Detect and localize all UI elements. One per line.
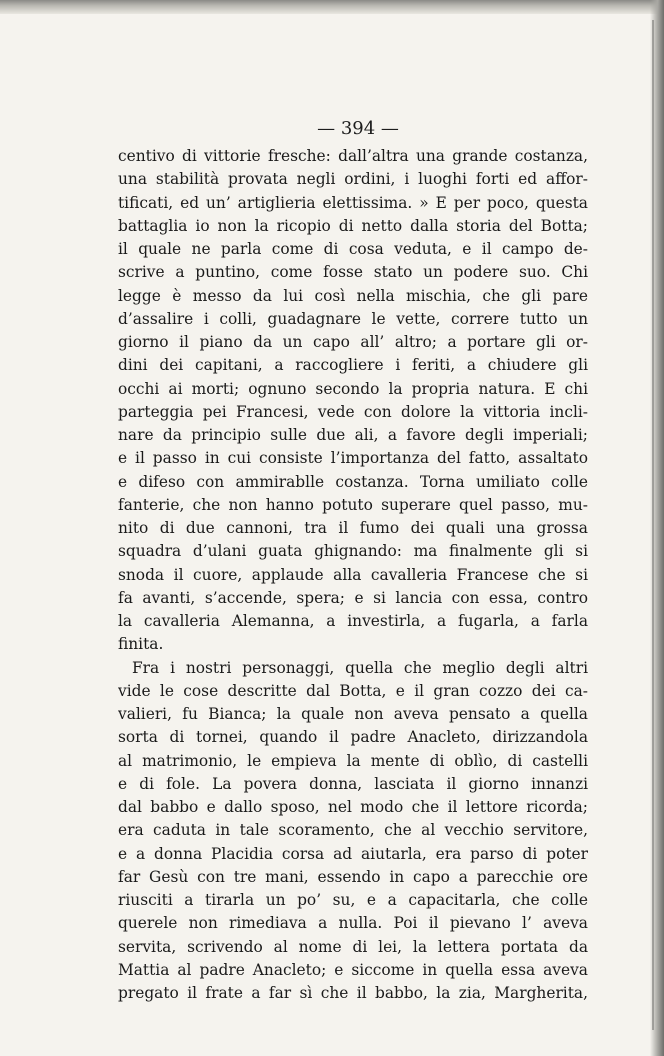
text-line: d’assalire i colli, guadagnare le vette, correre tutto un <box>118 309 588 328</box>
scan-binding-line <box>652 20 654 1030</box>
text-line: al matrimonio, le empieva la mente di oblìo, di castelli <box>118 751 588 770</box>
text-line: scrive a puntino, come fosse stato un podere suo. Chi <box>118 263 588 282</box>
text-line: fanterie, che non hanno potuto superare quel passo, mu- <box>118 495 588 514</box>
text-line: vide le cose descritte dal Botta, e il gran cozzo dei ca- <box>118 681 588 700</box>
page-number: — 394 — <box>317 118 399 139</box>
text-line: la cavalleria Alemanna, a investirla, a fugarla, a farla <box>118 612 588 630</box>
text-line: il quale ne parla come di cosa veduta, e il campo de- <box>118 240 588 258</box>
text-line: parteggia pei Francesi, vede con dolore la vittoria incli- <box>118 402 588 421</box>
text-line: snoda il cuore, applaude alla cavalleria Francese che si <box>118 565 588 584</box>
text-line: e difeso con ammirablle costanza. Torna umiliato colle <box>118 472 588 491</box>
text-line: pregato il frate a far sì che il babbo, la zia, Margherita, <box>118 984 588 1002</box>
text-line: e di fole. La povera donna, lasciata il giorno innanzi <box>118 774 588 793</box>
scan-top-edge <box>0 0 664 14</box>
text-line: nare da principio sulle due ali, a favore degli imperiali; <box>118 426 588 444</box>
text-line: occhi ai morti; ognuno secondo la propria natura. E chi <box>118 379 588 398</box>
text-line: dini dei capitani, a raccogliere i feriti, a chiudere gli <box>118 356 588 375</box>
text-line: era caduta in tale scoramento, che al vecchio servitore, <box>118 821 588 840</box>
body-text <box>118 145 588 1005</box>
text-line: fa avanti, s’accende, spera; e si lancia con essa, contro <box>118 588 588 607</box>
text-line: sorta di tornei, quando il padre Anacleto, dirizzandola <box>118 728 588 747</box>
text-line: legge è messo da lui così nella mischia, che gli pare <box>118 286 588 305</box>
text-line: querele non rimediava a nulla. Poi il pievano l’ aveva <box>118 914 588 933</box>
text-line: e il passo in cui consiste l’importanza del fatto, assaltato <box>118 449 588 468</box>
text-line: una stabilità provata negli ordini, i luoghi forti ed affor- <box>118 170 588 189</box>
text-line: Mattia al padre Anacleto; e siccome in quella essa aveva <box>118 960 588 979</box>
text-line: servita, scrivendo al nome di lei, la lettera portata da <box>118 937 588 956</box>
text-line: tificati, ed un’ artiglieria elettissima. » E per poco, questa <box>118 193 588 212</box>
text-line: far Gesù con tre mani, essendo in capo a parecchie ore <box>118 867 588 886</box>
text-line: nito di due cannoni, tra il fumo dei quali una grossa <box>118 519 588 537</box>
text-line: giorno il piano da un capo all’ altro; a portare gli or- <box>118 333 588 351</box>
text-line: dal babbo e dallo sposo, nel modo che il lettore ricorda; <box>118 798 588 816</box>
text-line: battaglia io non la ricopio di netto dalla storia del Botta; <box>118 216 588 235</box>
text-line: riusciti a tirarla un po’ su, e a capacitarla, che colle <box>118 891 588 909</box>
text-line: e a donna Placidia corsa ad aiutarla, era parso di poter <box>118 844 588 863</box>
text-line: centivo di vittorie fresche: dall’altra una grande costanza, <box>118 147 588 165</box>
text-line: Fra i nostri personaggi, quella che meglio degli altri <box>132 658 588 677</box>
text-line: valieri, fu Bianca; la quale non aveva pensato a quella <box>118 705 588 723</box>
text-line: finita. <box>118 635 164 654</box>
text-line: squadra d’ulani guata ghignando: ma finalmente gli si <box>118 542 588 561</box>
